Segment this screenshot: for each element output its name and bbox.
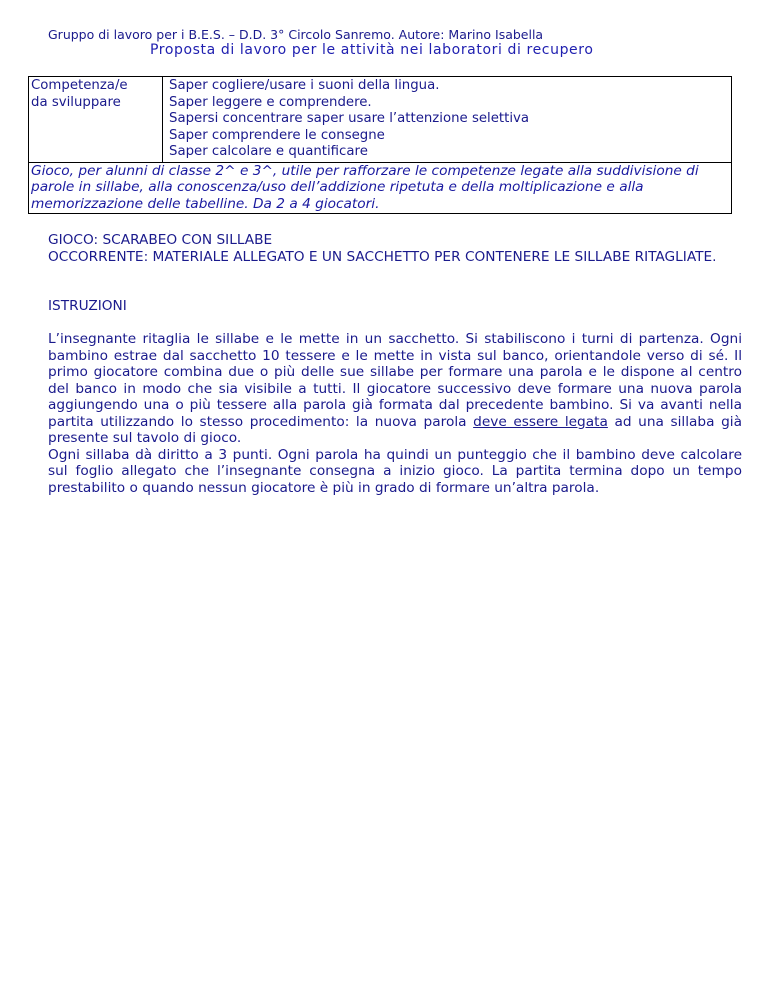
competenze-row <box>29 77 731 163</box>
competenze-label-line2: da sviluppare <box>31 94 121 110</box>
gioco-title: GIOCO: SCARABEO CON SILLABE <box>48 232 273 248</box>
competenze-label-cell <box>29 77 163 162</box>
header-author-line: Gruppo di lavoro per i B.E.S. – D.D. 3° Circolo Sanremo. Autore: Marino Isabella <box>48 27 544 42</box>
competenze-label-line1: Competenza/e <box>31 78 128 93</box>
occorrente-text <box>48 249 742 266</box>
occorrente-paragraph: OCCORRENTE: MATERIALE ALLEGATO E UN SACCHETTO PER CONTENERE LE SILLABE RITAGLIATE. <box>48 249 717 265</box>
competenza-item: Saper comprendere le consegne <box>169 127 385 143</box>
istruzioni-body <box>48 331 742 496</box>
istruzioni-paragraph-2: Ogni sillaba dà diritto a 3 punti. Ogni parola ha quindi un punteggio che il bambino deve calcolare sul foglio allegato che l’insegnante consegna a inizio gioco. La partita termina dopo un tempo prestabilito o quando nessun giocatore è più in grado di formare un’altra parola. <box>48 446 742 496</box>
istruzioni-title: ISTRUZIONI <box>48 298 127 314</box>
competenza-item: Sapersi concentrare saper usare l’attenzione selettiva <box>169 111 530 126</box>
competenze-items-cell <box>163 77 731 162</box>
competenze-table <box>28 76 732 214</box>
competenza-item: Saper leggere e comprendere. <box>169 94 372 110</box>
competenza-item: Saper calcolare e quantificare <box>169 144 368 159</box>
gioco-description: Gioco, per alunni di classe 2^ e 3^, utile per rafforzare le competenze legate alla suddivisione di parole in sillabe, alla conoscenza/uso dell’addizione ripetuta e della moltiplicazione e alla memorizzazione delle tabelline. Da 2 a 4 giocatori. <box>31 162 699 212</box>
underlined-phrase: deve essere legata <box>473 413 608 430</box>
istruzioni-paragraph-1: L’insegnante ritaglia le sillabe e le mette in un sacchetto. Si stabiliscono i turni di partenza. Ogni bambino estrae dal sacchetto 10 tessere e le mette in vista sul banco, orientandole verso di sé. Il primo giocatore combina due o più delle sue sillabe per formare una parola e le dispone al centro del banco in modo che sia visibile a tutti. Il giocatore successivo deve formare una nuova parola aggiungendo una o più tessere alla parola già formata dal precedente bambino. Si va avanti nella partita utilizzando lo stesso procedimento: la nuova parola deve essere legata ad una sillaba già presente sul tavolo di gioco. <box>48 331 742 446</box>
header-subtitle: Proposta di lavoro per le attività nei laboratori di recupero <box>150 42 594 58</box>
competenza-item: Saper cogliere/usare i suoni della lingua. <box>169 78 440 93</box>
